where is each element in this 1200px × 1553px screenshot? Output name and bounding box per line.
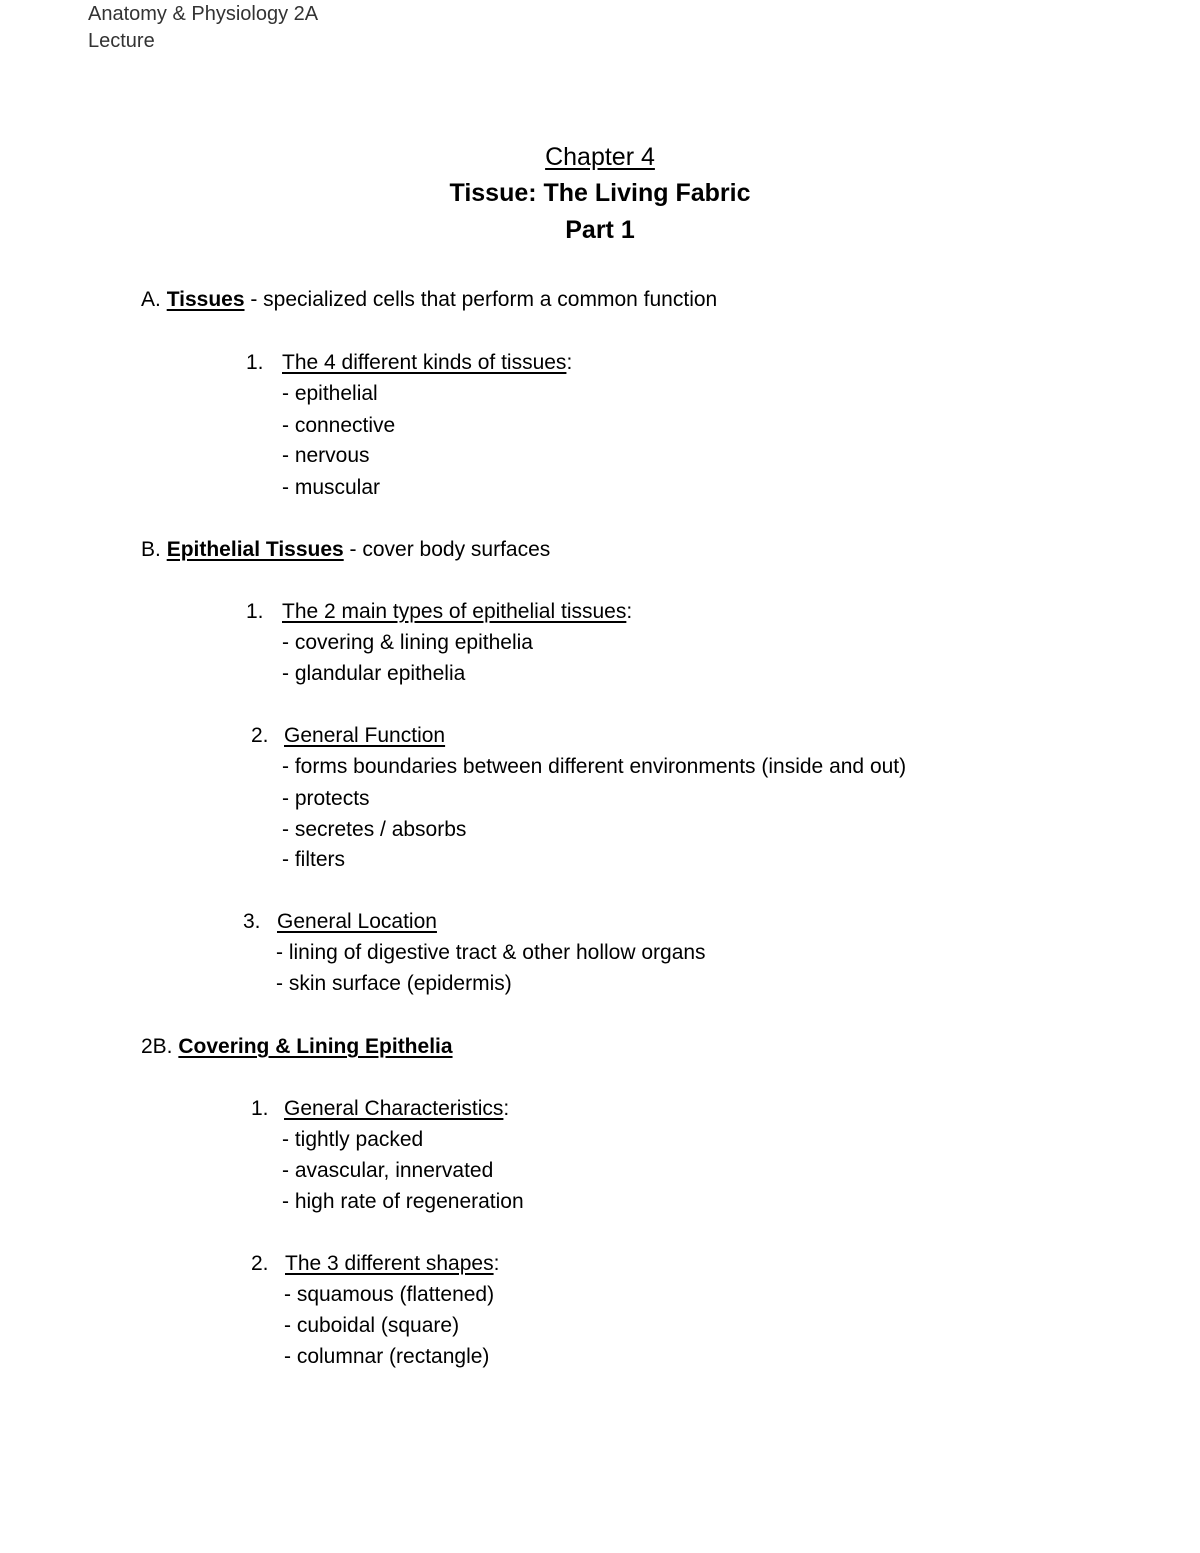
- list-heading-text: General Location: [277, 910, 437, 933]
- list-heading: [284, 723, 445, 749]
- list-item: - lining of digestive tract & other hollow organs: [276, 941, 706, 964]
- section-b-heading: [141, 537, 550, 563]
- list-item: - epithelial: [282, 382, 378, 405]
- section-b-term: Epithelial Tissues: [166, 538, 344, 561]
- list-heading: [284, 1096, 509, 1122]
- section-2b-term: Covering & Lining Epithelia: [178, 1035, 453, 1058]
- list-item: - columnar (rectangle): [284, 1345, 490, 1368]
- list-heading-suffix: :: [566, 351, 573, 374]
- section-a-definition: - specialized cells that perform a common function: [244, 288, 718, 311]
- list-heading-text: General Characteristics: [284, 1097, 504, 1120]
- list-item: - connective: [282, 414, 396, 437]
- section-a-heading: [141, 287, 717, 313]
- list-item: - protects: [282, 787, 370, 810]
- list-number: 2.: [251, 1252, 269, 1275]
- list-item: - tightly packed: [282, 1128, 424, 1151]
- section-a-prefix: A.: [141, 288, 167, 311]
- list-heading: [285, 1251, 499, 1277]
- list-heading: [282, 350, 572, 376]
- list-item: - secretes / absorbs: [282, 818, 467, 841]
- list-heading-text: The 2 main types of epithelial tissues: [282, 600, 627, 623]
- list-item: - nervous: [282, 444, 370, 467]
- list-item: - squamous (flattened): [284, 1283, 495, 1306]
- list-item: - high rate of regeneration: [282, 1190, 524, 1213]
- list-heading-suffix: :: [626, 600, 633, 623]
- list-item: - muscular: [282, 476, 381, 499]
- course-name: Anatomy & Physiology 2A: [88, 3, 319, 25]
- list-heading-suffix: :: [503, 1097, 510, 1120]
- list-item: - glandular epithelia: [282, 662, 466, 685]
- list-number: 1.: [246, 351, 264, 374]
- section-2b-prefix: 2B.: [141, 1035, 179, 1058]
- chapter-title: [0, 141, 1200, 173]
- list-heading-text: The 4 different kinds of tissues: [282, 351, 567, 374]
- section-b-prefix: B.: [141, 538, 167, 561]
- list-number: 2.: [251, 724, 269, 747]
- list-item: - covering & lining epithelia: [282, 631, 533, 654]
- list-heading-suffix: :: [493, 1252, 500, 1275]
- list-item: - skin surface (epidermis): [276, 972, 512, 995]
- chapter-name: Tissue: The Living Fabric: [449, 179, 751, 207]
- chapter-number: Chapter 4: [545, 143, 655, 171]
- list-heading-text: General Function: [284, 724, 446, 747]
- list-heading: [282, 599, 632, 625]
- list-number: 1.: [246, 600, 264, 623]
- list-item: - avascular, innervated: [282, 1159, 494, 1182]
- section-a-term: Tissues: [166, 288, 245, 311]
- list-item: - cuboidal (square): [284, 1314, 460, 1337]
- list-heading-text: The 3 different shapes: [285, 1252, 494, 1275]
- list-item: - filters: [282, 848, 345, 871]
- section-b-definition: - cover body surfaces: [343, 538, 551, 561]
- list-heading: [277, 909, 437, 935]
- document-type: Lecture: [88, 30, 155, 52]
- chapter-part: Part 1: [565, 216, 635, 244]
- section-2b-heading: [141, 1034, 453, 1060]
- list-number: 3.: [243, 910, 261, 933]
- list-number: 1.: [251, 1097, 269, 1120]
- list-item: - forms boundaries between different environments (inside and out): [282, 755, 907, 778]
